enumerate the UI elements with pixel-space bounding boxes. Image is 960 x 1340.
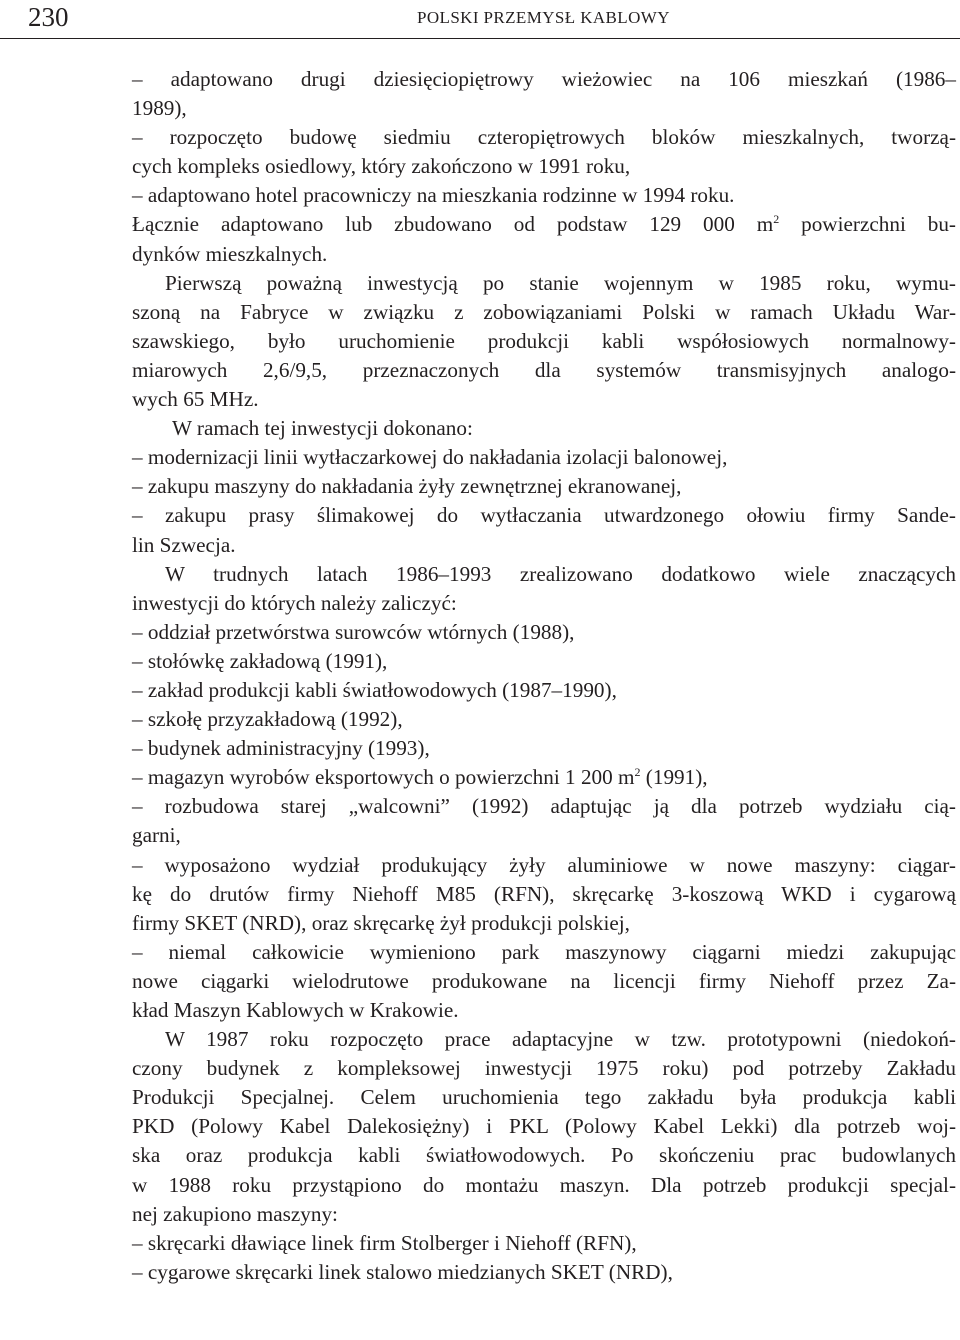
text-line: W trudnych latach 1986–1993 zrealizowano dodatkowo wiele znaczących bbox=[165, 561, 956, 586]
text-line: – zakład produkcji kabli światłowodowych (1987–1990), bbox=[132, 677, 617, 702]
text-line: cych kompleks osiedlowy, który zakończono w 1991 roku, bbox=[132, 154, 631, 179]
text-line: Produkcji Specjalnej. Celem uruchomienia tego zakładu była produkcja kabli bbox=[132, 1085, 956, 1110]
text-run: Łącznie adaptowano lub zbudowano od podstaw 129 000 m bbox=[132, 212, 774, 237]
text-line: w 1988 roku przystąpiono do montażu maszyn. Dla potrzeb produkcji specjal- bbox=[132, 1172, 956, 1197]
text-line: – modernizacji linii wytłaczarkowej do nakładania izolacji balonowej, bbox=[132, 445, 728, 470]
text-run: – magazyn wyrobów eksportowych o powierzchni 1 200 m bbox=[132, 765, 635, 790]
text-line: inwestycji do których należy zaliczyć: bbox=[132, 590, 457, 615]
running-head: POLSKI PRZEMYSŁ KABLOWY bbox=[417, 8, 670, 27]
page-body bbox=[132, 65, 956, 1287]
text-line: – szkołę przyzakładową (1992), bbox=[132, 707, 403, 732]
text-line: W 1987 roku rozpoczęto prace adaptacyjne w tzw. prototypowni (niedokoń- bbox=[165, 1027, 956, 1052]
page-header bbox=[0, 0, 960, 40]
text-line: Pierwszą poważną inwestycją po stanie wojennym w 1985 roku, wymu- bbox=[165, 270, 956, 295]
superscript: 2 bbox=[634, 765, 641, 780]
text-line: nej zakupiono maszyny: bbox=[132, 1201, 338, 1226]
text-line: – adaptowano hotel pracowniczy na mieszkania rodzinne w 1994 roku. bbox=[132, 183, 735, 208]
text-line: – zakupu maszyny do nakładania żyły zewnętrznej ekranowanej, bbox=[132, 474, 682, 499]
text-line: – stołówkę zakładową (1991), bbox=[132, 648, 388, 673]
header-rule bbox=[0, 38, 960, 39]
text-line: lin Szwecja. bbox=[132, 532, 236, 557]
text-line: – zakupu prasy ślimakowej do wytłaczania utwardzonego ołowiu firmy Sande- bbox=[132, 503, 956, 528]
superscript: 2 bbox=[773, 212, 780, 227]
text-line: czony budynek z kompleksowej inwestycji 1975 roku) pod potrzeby Zakładu bbox=[132, 1056, 956, 1081]
text-line: – cygarowe skręcarki linek stalowo miedzianych SKET (NRD), bbox=[132, 1259, 673, 1284]
text-line bbox=[132, 210, 956, 239]
text-line: garni, bbox=[132, 823, 181, 848]
text-line: wych 65 MHz. bbox=[132, 387, 259, 412]
text-line: – skręcarki dławiące linek firm Stolberger i Niehoff (RFN), bbox=[132, 1230, 637, 1255]
text-line: – adaptowano drugi dziesięciopiętrowy wieżowiec na 106 mieszkań (1986– bbox=[132, 67, 956, 91]
text-line: miarowych 2,6/9,5, przeznaczonych dla systemów transmisyjnych analogo- bbox=[132, 357, 956, 382]
text-line: – oddział przetwórstwa surowców wtórnych (1988), bbox=[132, 619, 575, 644]
text-line: W ramach tej inwestycji dokonano: bbox=[172, 416, 473, 441]
text-line: PKD (Polowy Kabel Dalekosiężny) i PKL (Polowy Kabel Lekki) dla potrzeb woj- bbox=[132, 1114, 956, 1139]
text-line: – niemal całkowicie wymieniono park maszynowy ciągarni miedzi zakupując bbox=[132, 939, 956, 964]
text-line: kład Maszyn Kablowych w Krakowie. bbox=[132, 998, 459, 1022]
text-line bbox=[132, 763, 956, 792]
page-number: 230 bbox=[28, 2, 69, 32]
text-line: ska oraz produkcja kabli światłowodowych. Po skończeniu prac budowlanych bbox=[132, 1143, 956, 1168]
text-run: powierzchni bu- bbox=[779, 212, 956, 237]
text-line: firmy SKET (NRD), oraz skręcarkę żył produkcji polskiej, bbox=[132, 910, 630, 935]
text-line: – budynek administracyjny (1993), bbox=[132, 736, 430, 761]
text-line: szawskiego, było uruchomienie produkcji kabli współosiowych normalnowy- bbox=[132, 328, 956, 353]
text-line: – rozpoczęto budowę siedmiu czteropiętrowych bloków mieszkalnych, tworzą- bbox=[132, 125, 956, 150]
text-line: dynków mieszkalnych. bbox=[132, 241, 328, 266]
text-line: szoną na Fabryce w związku z zobowiązaniami Polski w ramach Układu War- bbox=[132, 299, 956, 324]
text-line: kę do drutów firmy Niehoff M85 (RFN), skręcarkę 3-koszową WKD i cygarową bbox=[132, 881, 956, 906]
text-line: – rozbudowa starej „walcowni” (1992) adaptując ją dla potrzeb wydziału cią- bbox=[132, 794, 956, 819]
text-line: nowe ciągarki wielodrutowe produkowane na licencji firmy Niehoff przez Za- bbox=[132, 968, 956, 993]
text-line: 1989), bbox=[132, 96, 187, 121]
text-run: (1991), bbox=[640, 765, 708, 790]
text-line: – wyposażono wydział produkujący żyły aluminiowe w nowe maszyny: ciągar- bbox=[132, 852, 956, 877]
